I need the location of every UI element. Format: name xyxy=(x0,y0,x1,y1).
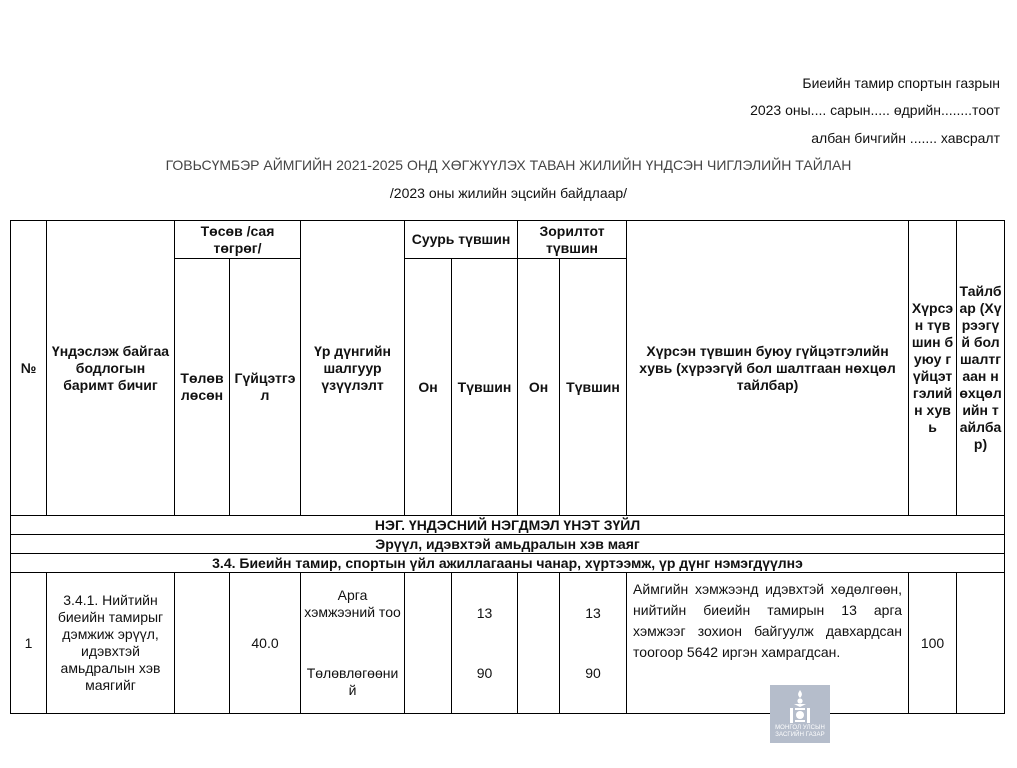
document-title: ГОВЬСҮМБЭР АЙМГИЙН 2021-2025 ОНД ХӨГЖҮҮЛЭХ ТАВАН ЖИЛИЙН ҮНДСЭН ЧИГЛЭЛИЙН ТАЙЛАН xyxy=(165,157,852,173)
col-header-indicator: Үр дүнгийн шалгуур үзүүлэлт xyxy=(301,221,405,516)
col-header-target: Зорилтот түвшин xyxy=(518,221,627,259)
row-baseline-level-1: 13 xyxy=(476,604,493,621)
government-seal xyxy=(770,685,830,743)
col-header-planned: Төлөвлөсөн xyxy=(175,259,230,516)
seal-text-1: МОНГОЛ УЛСЫН xyxy=(775,725,825,731)
col-header-baseline-year: Он xyxy=(405,259,452,516)
col-header-baseline-level: Түвшин xyxy=(452,259,518,516)
col-header-budget: Төсөв /сая төгрөг/ xyxy=(175,221,301,259)
report-table xyxy=(10,220,1005,714)
col-header-remarks: Тайлбар (Хүрээгүй бол шалтгаан нөхцөлийн тайлбар) xyxy=(957,221,1005,516)
row-target-level xyxy=(560,573,627,714)
row-no: 1 xyxy=(11,573,47,714)
row-planned xyxy=(175,573,230,714)
row-indicator xyxy=(301,573,405,714)
table-row xyxy=(11,573,1005,714)
col-header-document: Үндэслэж байгаа бодлогын баримт бичиг xyxy=(47,221,175,516)
col-header-percent: Хүрсэн түвшин буюу гүйцэтгэлийн хувь xyxy=(909,221,957,516)
row-target-year xyxy=(518,573,560,714)
col-header-baseline: Суурь түвшин xyxy=(405,221,518,259)
col-header-no: № xyxy=(11,221,47,516)
section-heading-3: 3.4. Биеийн тамир, спортын үйл ажиллагааны чанар, хүртээмж, үр дүнг нэмэгдүүлнэ xyxy=(11,554,1005,573)
col-header-target-year: Он xyxy=(518,259,560,516)
col-header-actual: Гүйцэтгэл xyxy=(230,259,301,516)
row-indicator-2: Төлөвлөгөөний xyxy=(306,665,399,698)
row-baseline-level xyxy=(452,573,518,714)
soyombo-icon xyxy=(787,689,813,725)
section-heading-1: НЭГ. ҮНДЭСНИЙ НЭГДМЭЛ ҮНЭТ ЗҮЙЛ xyxy=(11,516,1005,535)
row-document: 3.4.1. Нийтийн биеийн тамирыг дэмжиж эрүүл, идэвхтэй амьдралын хэв маягийг xyxy=(47,573,175,714)
row-target-level-1: 13 xyxy=(585,604,601,621)
seal-text-2: ЗАСГИЙН ГАЗАР xyxy=(775,732,825,738)
section-heading-2: Эрүүл, идэвхтэй амьдралын хэв маяг xyxy=(11,535,1005,554)
col-header-target-level: Түвшин xyxy=(560,259,627,516)
header-line-2: 2023 оны.... сарын..... өдрийн........тоот xyxy=(750,102,1000,118)
row-percent: 100 xyxy=(909,573,957,714)
row-actual: 40.0 xyxy=(230,573,301,714)
col-header-description: Хүрсэн түвшин буюу гүйцэтгэлийн хувь (хүрээгүй бол шалтгаан нөхцөл тайлбар) xyxy=(627,221,909,516)
row-baseline-level-2: 90 xyxy=(476,664,493,681)
row-baseline-year xyxy=(405,573,452,714)
header-line-1: Биеийн тамир спортын газрын xyxy=(802,75,1000,91)
header-line-3: албан бичгийн ....... хавсралт xyxy=(811,130,1000,146)
row-description: Аймгийн хэмжээнд идэвхтэй хөдөлгөөн, нийтийн биеийн тамирын 13 арга хэмжээг зохион байгуулж давхардсан тоогоор 5642 иргэн хамрагдсан. xyxy=(627,573,909,714)
row-remarks xyxy=(957,573,1005,714)
row-target-level-2: 90 xyxy=(585,664,601,681)
row-indicator-1: Арга хэмжээний тоо xyxy=(304,587,401,620)
document-subtitle: /2023 оны жилийн эцсийн байдлаар/ xyxy=(389,185,628,201)
